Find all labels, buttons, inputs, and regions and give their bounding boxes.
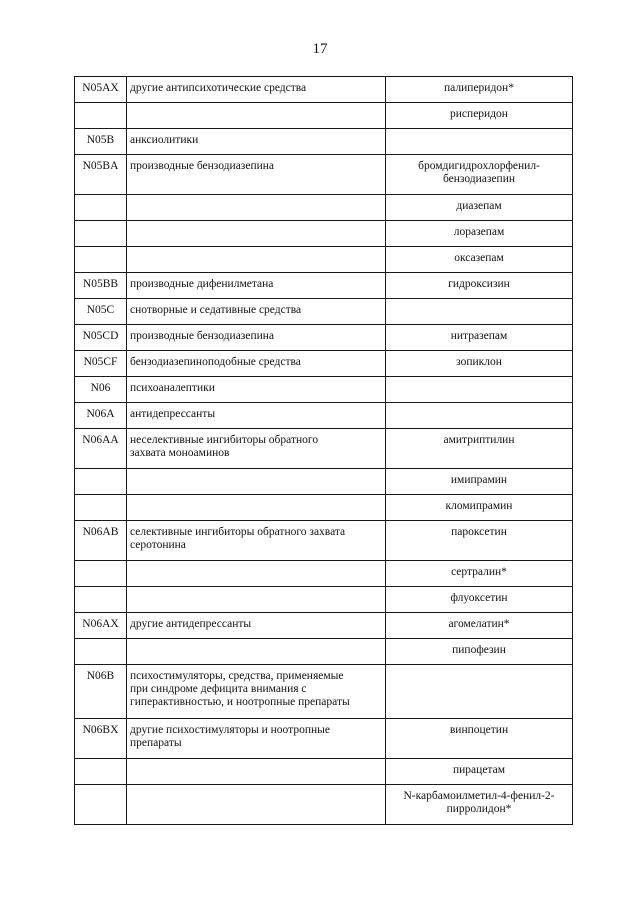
- atc-code-cell: [75, 103, 127, 129]
- atc-code-cell: N05BA: [75, 155, 127, 195]
- table-row: [75, 103, 573, 129]
- drug-name-cell: палиперидон*: [386, 77, 573, 103]
- drug-name-cell: [386, 403, 573, 429]
- table-row: [75, 155, 573, 195]
- atc-code-cell: N05B: [75, 129, 127, 155]
- atc-code-cell: N06A: [75, 403, 127, 429]
- atc-code-cell: [75, 469, 127, 495]
- atc-code-cell: N05CF: [75, 351, 127, 377]
- atc-code-cell: [75, 587, 127, 613]
- atc-code-cell: N06AX: [75, 613, 127, 639]
- drug-name-cell: пароксетин: [386, 521, 573, 561]
- atc-code-cell: N06AB: [75, 521, 127, 561]
- drug-name-cell: рисперидон: [386, 103, 573, 129]
- table-row: [75, 351, 573, 377]
- table-row: [75, 561, 573, 587]
- description-cell: неселективные ингибиторы обратного захвата моноаминов: [127, 429, 386, 469]
- drug-name-cell: [386, 377, 573, 403]
- drug-name-cell: диазепам: [386, 195, 573, 221]
- drug-name-cell: [386, 129, 573, 155]
- drug-name-cell: кломипрамин: [386, 495, 573, 521]
- description-cell: бензодиазепиноподобные средства: [127, 351, 386, 377]
- drug-name-cell: нитразепам: [386, 325, 573, 351]
- table-body: [75, 77, 573, 825]
- table-row: [75, 195, 573, 221]
- description-cell: [127, 247, 386, 273]
- description-cell: селективные ингибиторы обратного захвата серотонина: [127, 521, 386, 561]
- table-row: [75, 247, 573, 273]
- table-row: [75, 325, 573, 351]
- table-row: [75, 665, 573, 719]
- atc-code-cell: N05BB: [75, 273, 127, 299]
- drug-name-cell: амитриптилин: [386, 429, 573, 469]
- table-row: [75, 495, 573, 521]
- description-cell: снотворные и седативные средства: [127, 299, 386, 325]
- drug-name-cell: флуоксетин: [386, 587, 573, 613]
- drug-name-cell: винпоцетин: [386, 719, 573, 759]
- drug-name-cell: гидроксизин: [386, 273, 573, 299]
- atc-code-cell: N05C: [75, 299, 127, 325]
- description-cell: производные бензодиазепина: [127, 325, 386, 351]
- description-cell: другие антипсихотические средства: [127, 77, 386, 103]
- description-cell: [127, 587, 386, 613]
- drug-name-cell: имипрамин: [386, 469, 573, 495]
- drug-name-cell: [386, 665, 573, 719]
- description-cell: другие психостимуляторы и ноотропные препараты: [127, 719, 386, 759]
- atc-code-cell: N06BX: [75, 719, 127, 759]
- atc-code-cell: N05AX: [75, 77, 127, 103]
- atc-code-cell: [75, 495, 127, 521]
- description-cell: производные дифенилметана: [127, 273, 386, 299]
- drug-name-cell: лоразепам: [386, 221, 573, 247]
- description-cell: [127, 495, 386, 521]
- description-cell: [127, 103, 386, 129]
- table-row: [75, 403, 573, 429]
- drug-name-cell: бромдигидрохлорфенил- бензодиазепин: [386, 155, 573, 195]
- atc-code-cell: [75, 639, 127, 665]
- drug-name-cell: зопиклон: [386, 351, 573, 377]
- drug-name-cell: оксазепам: [386, 247, 573, 273]
- drug-name-cell: пирацетам: [386, 759, 573, 785]
- table-row: [75, 129, 573, 155]
- description-cell: [127, 639, 386, 665]
- atc-code-cell: [75, 759, 127, 785]
- table-row: [75, 759, 573, 785]
- drug-name-cell: N-карбамоилметил-4-фенил-2- пирролидон*: [386, 785, 573, 825]
- description-cell: другие антидепрессанты: [127, 613, 386, 639]
- page-number: 17: [312, 41, 328, 57]
- table-row: [75, 377, 573, 403]
- drug-name-cell: агомелатин*: [386, 613, 573, 639]
- description-cell: психостимуляторы, средства, применяемые при синдроме дефицита внимания с гиперактивностью, и ноотропные препараты: [127, 665, 386, 719]
- atc-code-cell: N05CD: [75, 325, 127, 351]
- description-cell: [127, 785, 386, 825]
- table-row: [75, 639, 573, 665]
- table-row: [75, 221, 573, 247]
- table-row: [75, 719, 573, 759]
- table-row: [75, 469, 573, 495]
- table-row: [75, 273, 573, 299]
- drug-classification-table: [74, 76, 573, 825]
- atc-code-cell: [75, 561, 127, 587]
- description-cell: [127, 469, 386, 495]
- table-row: [75, 587, 573, 613]
- description-cell: анксиолитики: [127, 129, 386, 155]
- drug-name-cell: пипофезин: [386, 639, 573, 665]
- table-row: [75, 521, 573, 561]
- drug-name-cell: [386, 299, 573, 325]
- atc-code-cell: [75, 785, 127, 825]
- atc-code-cell: N06AA: [75, 429, 127, 469]
- atc-code-cell: [75, 247, 127, 273]
- atc-code-cell: N06: [75, 377, 127, 403]
- table-row: [75, 77, 573, 103]
- atc-code-cell: N06B: [75, 665, 127, 719]
- table-row: [75, 785, 573, 825]
- drug-name-cell: сертралин*: [386, 561, 573, 587]
- table-row: [75, 429, 573, 469]
- description-cell: [127, 561, 386, 587]
- description-cell: антидепрессанты: [127, 403, 386, 429]
- description-cell: [127, 195, 386, 221]
- description-cell: производные бензодиазепина: [127, 155, 386, 195]
- atc-code-cell: [75, 221, 127, 247]
- table-row: [75, 613, 573, 639]
- description-cell: психоаналептики: [127, 377, 386, 403]
- atc-code-cell: [75, 195, 127, 221]
- description-cell: [127, 759, 386, 785]
- description-cell: [127, 221, 386, 247]
- table-row: [75, 299, 573, 325]
